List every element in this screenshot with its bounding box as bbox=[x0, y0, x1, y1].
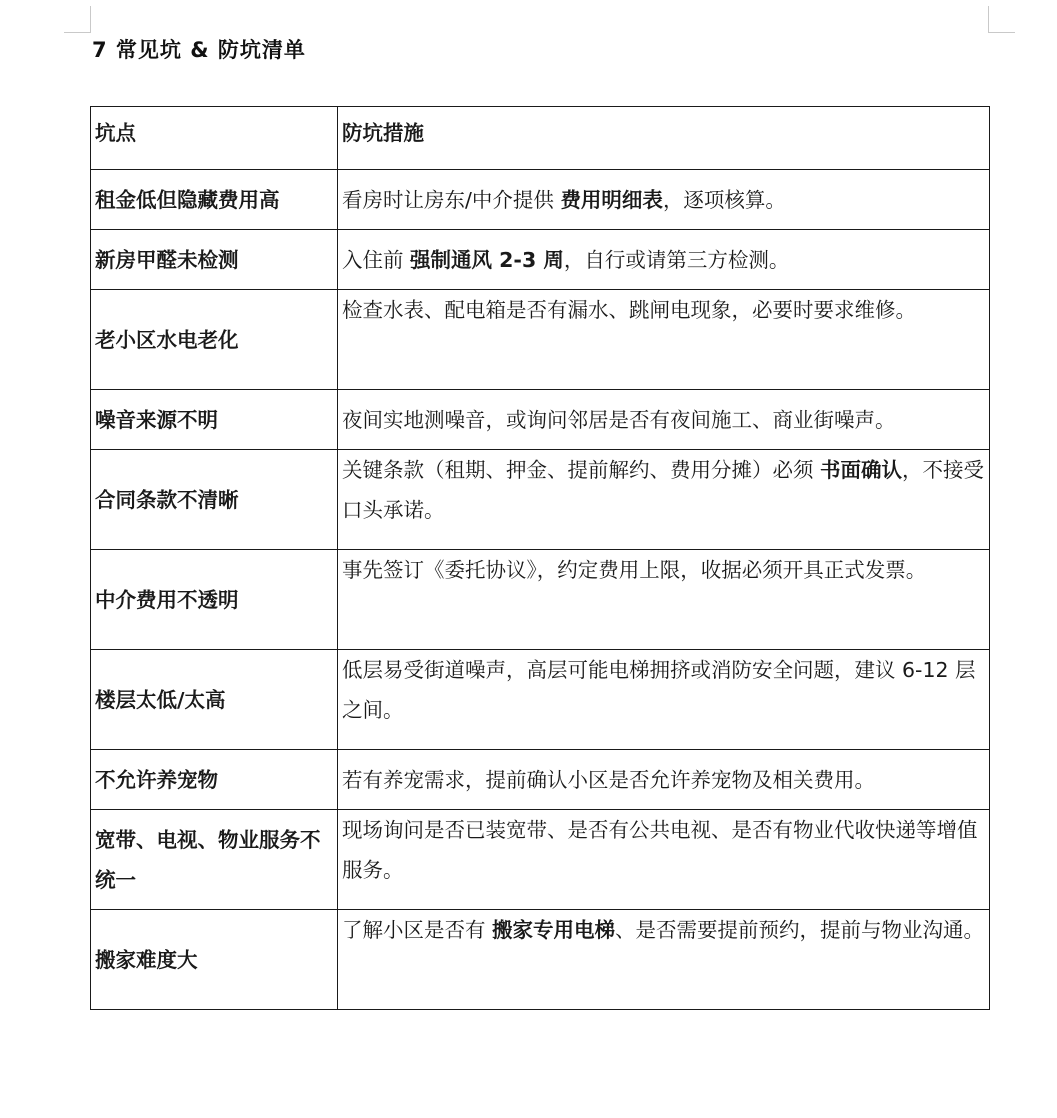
table-row bbox=[91, 230, 990, 290]
pit-cell: 楼层太低/太高 bbox=[91, 650, 338, 750]
pit-cell: 不允许养宠物 bbox=[91, 750, 338, 810]
pit-cell: 老小区水电老化 bbox=[91, 290, 338, 390]
measure-text: 现场询问是否已装宽带、是否有公共电视、是否有物业代收快递等增值服务。 bbox=[342, 818, 978, 882]
measure-text: ，自行或请第三方检测。 bbox=[563, 248, 790, 272]
measure-text: 夜间实地测噪音，或询问邻居是否有夜间施工、商业街噪声。 bbox=[342, 408, 896, 432]
pit-cell: 合同条款不清晰 bbox=[91, 450, 338, 550]
measure-text: 事先签订《委托协议》，约定费用上限，收据必须开具正式发票。 bbox=[342, 558, 927, 582]
table-row bbox=[91, 750, 990, 810]
measure-text: 了解小区是否有 bbox=[342, 918, 493, 942]
pit-cell: 宽带、电视、物业服务不统一 bbox=[91, 810, 338, 910]
table-row bbox=[91, 450, 990, 550]
measure-cell bbox=[338, 290, 990, 390]
measure-cell bbox=[338, 230, 990, 290]
measure-text: ，逐项核算。 bbox=[662, 188, 786, 212]
measure-cell bbox=[338, 910, 990, 1010]
table-row bbox=[91, 650, 990, 750]
measure-cell bbox=[338, 650, 990, 750]
measure-cell bbox=[338, 810, 990, 910]
measure-text: 、是否需要提前预约，提前与物业沟通。 bbox=[615, 918, 985, 942]
section-heading: 7 常见坑 & 防坑清单 bbox=[92, 38, 306, 62]
table-row bbox=[91, 290, 990, 390]
emphasis-text: 费用明细表 bbox=[560, 188, 663, 212]
table-row bbox=[91, 810, 990, 910]
crop-mark-top-right bbox=[988, 6, 1015, 33]
emphasis-text: 搬家专用电梯 bbox=[492, 918, 616, 942]
measure-cell bbox=[338, 170, 990, 230]
table-row bbox=[91, 910, 990, 1010]
table-row bbox=[91, 390, 990, 450]
table-header-row bbox=[91, 107, 990, 170]
measure-text: 看房时让房东/中介提供 bbox=[342, 188, 561, 212]
measure-text: 检查水表、配电箱是否有漏水、跳闸电现象，必要时要求维修。 bbox=[342, 298, 916, 322]
pitfall-table bbox=[90, 106, 990, 1010]
measure-text: 入住前 bbox=[342, 248, 411, 272]
emphasis-text: 强制通风 2-3 周 bbox=[410, 248, 564, 272]
pit-cell: 搬家难度大 bbox=[91, 910, 338, 1010]
pit-cell: 租金低但隐藏费用高 bbox=[91, 170, 338, 230]
measure-text: 若有养宠需求，提前确认小区是否允许养宠物及相关费用。 bbox=[342, 768, 875, 792]
column-header-pit: 坑点 bbox=[91, 107, 338, 170]
measure-text: 低层易受街道噪声，高层可能电梯拥挤或消防安全问题，建议 6-12 层之间。 bbox=[342, 658, 976, 722]
measure-cell bbox=[338, 750, 990, 810]
emphasis-text: 书面确认 bbox=[820, 458, 903, 482]
crop-mark-top-left bbox=[64, 6, 91, 33]
pit-cell: 噪音来源不明 bbox=[91, 390, 338, 450]
measure-cell bbox=[338, 550, 990, 650]
pit-cell: 中介费用不透明 bbox=[91, 550, 338, 650]
measure-text: ，不接受口头承诺。 bbox=[342, 458, 985, 522]
measure-text: 关键条款（租期、押金、提前解约、费用分摊）必须 bbox=[342, 458, 821, 482]
table-row bbox=[91, 550, 990, 650]
measure-cell bbox=[338, 390, 990, 450]
measure-cell bbox=[338, 450, 990, 550]
table-row bbox=[91, 170, 990, 230]
column-header-measure: 防坑措施 bbox=[338, 107, 990, 170]
pit-cell: 新房甲醛未检测 bbox=[91, 230, 338, 290]
